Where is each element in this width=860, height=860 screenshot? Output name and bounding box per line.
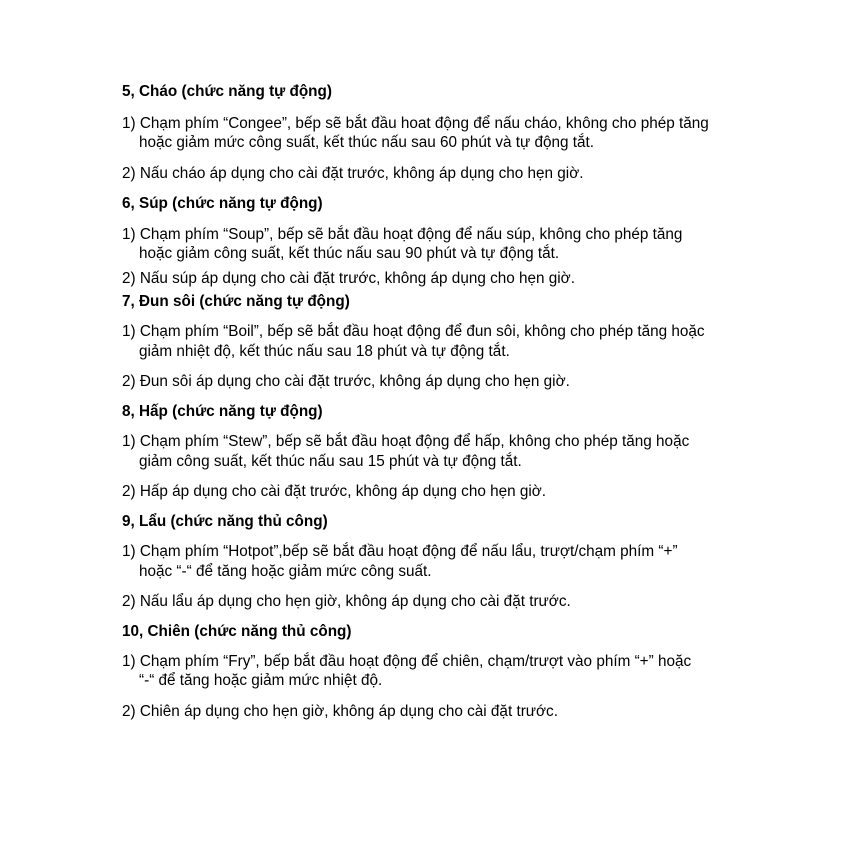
section-6-item-2-line-1: 2) Nấu súp áp dụng cho cài đặt trước, không áp dụng cho hẹn giờ. — [122, 270, 575, 287]
section-6-item-1-line-1: 1) Chạm phím “Soup”, bếp sẽ bắt đầu hoạt động để nấu súp, không cho phép tăng — [122, 226, 683, 243]
section-8-heading: 8, Hấp (chức năng tự động) — [122, 403, 323, 420]
section-8-item-2-line-1: 2) Hấp áp dụng cho cài đặt trước, không áp dụng cho hẹn giờ. — [122, 483, 547, 500]
section-8-item-1-line-2: giảm công suất, kết thúc nấu sau 15 phút và tự động tắt. — [139, 453, 522, 470]
section-7-item-2-line-1: 2) Đun sôi áp dụng cho cài đặt trước, không áp dụng cho hẹn giờ. — [122, 373, 570, 390]
section-6-item-1-line-2: hoặc giảm công suất, kết thúc nấu sau 90 phút và tự động tắt. — [139, 245, 560, 262]
section-6-heading: 6, Súp (chức năng tự động) — [122, 195, 323, 212]
section-9-item-1-line-1: 1) Chạm phím “Hotpot”,bếp sẽ bắt đầu hoạt động để nấu lẩu, trượt/chạm phím “+” — [122, 543, 678, 560]
section-10-item-2-line-1: 2) Chiên áp dụng cho hẹn giờ, không áp dụng cho cài đặt trước. — [122, 703, 558, 720]
section-9-heading: 9, Lẩu (chức năng thủ công) — [122, 513, 328, 530]
section-7-item-1-line-1: 1) Chạm phím “Boil”, bếp sẽ bắt đầu hoạt động để đun sôi, không cho phép tăng hoặc — [122, 323, 705, 340]
section-5-heading: 5, Cháo (chức năng tự động) — [122, 83, 332, 100]
section-5-item-2-line-1: 2) Nấu cháo áp dụng cho cài đặt trước, không áp dụng cho hẹn giờ. — [122, 165, 584, 182]
section-10-heading: 10, Chiên (chức năng thủ công) — [122, 623, 352, 640]
section-5-item-1-line-2: hoặc giảm mức công suất, kết thúc nấu sau 60 phút và tự động tắt. — [139, 134, 595, 151]
section-7-heading: 7, Đun sôi (chức năng tự động) — [122, 293, 350, 310]
section-5-item-1-line-1: 1) Chạm phím “Congee”, bếp sẽ bắt đầu hoat động để nấu cháo, không cho phép tăng — [122, 115, 709, 132]
section-7-item-1-line-2: giảm nhiệt độ, kết thúc nấu sau 18 phút và tự động tắt. — [139, 343, 510, 360]
section-8-item-1-line-1: 1) Chạm phím “Stew”, bếp sẽ bắt đầu hoạt động để hấp, không cho phép tăng hoặc — [122, 433, 690, 450]
section-9-item-1-line-2: hoặc “-“ để tăng hoặc giảm mức công suất. — [139, 563, 432, 580]
section-9-item-2-line-1: 2) Nấu lẩu áp dụng cho hẹn giờ, không áp dụng cho cài đặt trước. — [122, 593, 571, 610]
section-10-item-1-line-2: “-“ để tăng hoặc giảm mức nhiệt độ. — [139, 672, 383, 689]
section-10-item-1-line-1: 1) Chạm phím “Fry”, bếp bắt đầu hoạt động để chiên, chạm/trượt vào phím “+” hoặc — [122, 653, 692, 670]
